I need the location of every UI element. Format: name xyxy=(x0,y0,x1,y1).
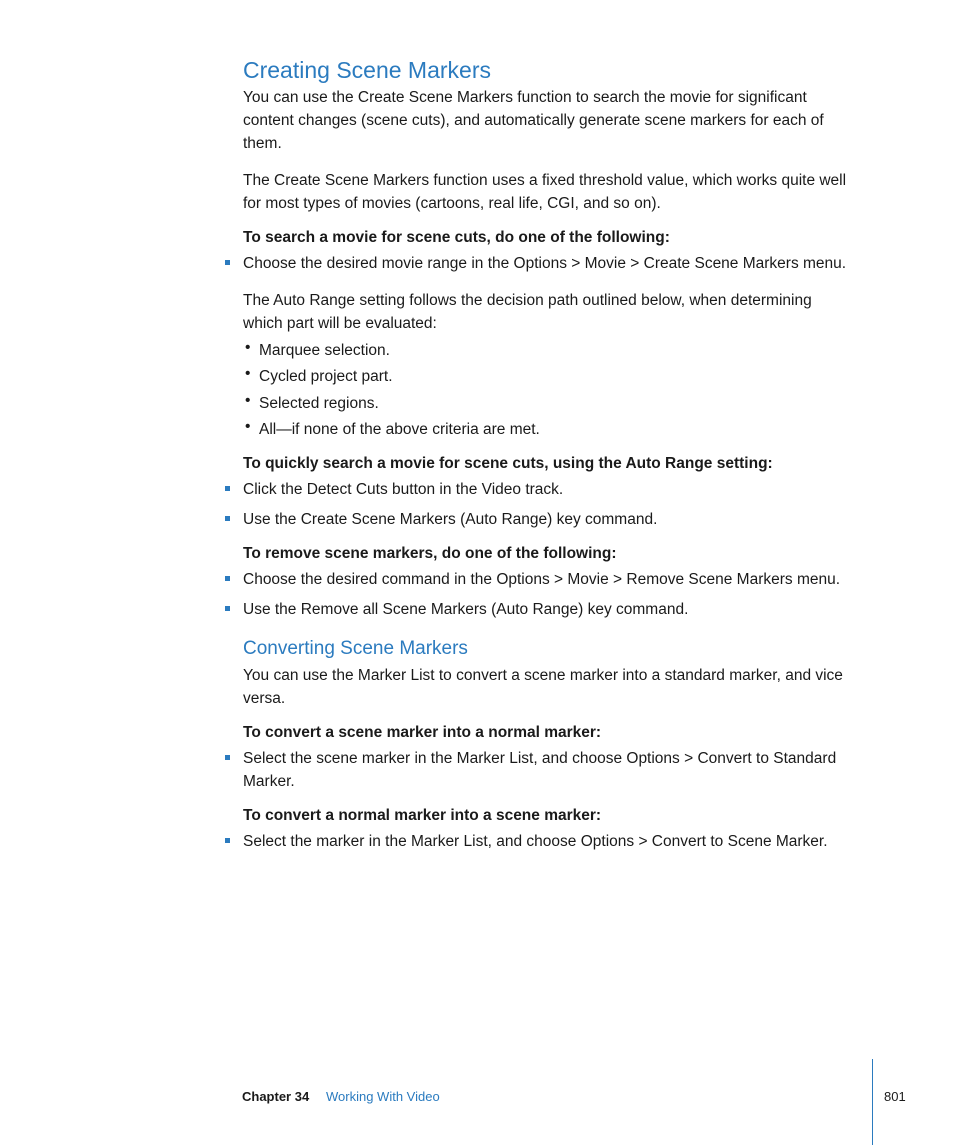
dot-bullet-icon: • xyxy=(245,392,251,409)
square-bullet-icon xyxy=(225,838,230,843)
auto-range-line-2: which part will be evaluated: xyxy=(243,315,437,332)
criteria-item: Marquee selection. xyxy=(259,342,390,359)
criteria-item: All—if none of the above criteria are met. xyxy=(259,421,540,438)
task-heading-to-normal: To convert a scene marker into a normal marker: xyxy=(243,724,602,741)
auto-range-line-1: The Auto Range setting follows the decision path outlined below, when determining xyxy=(243,292,812,309)
task-item-choose-range: Choose the desired movie range in the Options > Movie > Create Scene Markers menu. xyxy=(243,255,847,272)
square-bullet-icon xyxy=(225,606,230,611)
task-item-to-scene: Select the marker in the Marker List, and choose Options > Convert to Scene Marker. xyxy=(243,833,828,850)
square-bullet-icon xyxy=(225,486,230,491)
task-item-to-standard-line-2: Marker. xyxy=(243,773,295,790)
square-bullet-icon xyxy=(225,576,230,581)
intro-line-2: content changes (scene cuts), and automatically generate scene markers for each of xyxy=(243,112,824,129)
intro2-line-1: You can use the Marker List to convert a scene marker into a standard marker, and vice xyxy=(243,667,843,684)
intro-line-1: You can use the Create Scene Markers function to search the movie for significant xyxy=(243,89,807,106)
section-title-creating-scene-markers: Creating Scene Markers xyxy=(243,57,491,83)
threshold-line-1: The Create Scene Markers function uses a fixed threshold value, which works quite well xyxy=(243,172,847,189)
threshold-line-2: for most types of movies (cartoons, real life, CGI, and so on). xyxy=(243,195,661,212)
task-item-detect-cuts: Click the Detect Cuts button in the Video track. xyxy=(243,481,564,498)
square-bullet-icon xyxy=(225,260,230,265)
footer-chapter: Chapter 34 xyxy=(242,1089,310,1104)
criteria-item: Cycled project part. xyxy=(259,368,393,385)
task-item-to-standard-line-1: Select the scene marker in the Marker List, and choose Options > Convert to Standard xyxy=(243,750,837,767)
task-item-remove-menu: Choose the desired command in the Options > Movie > Remove Scene Markers menu. xyxy=(243,571,841,588)
intro-line-3: them. xyxy=(243,135,282,152)
task-heading-remove: To remove scene markers, do one of the following: xyxy=(243,545,617,562)
intro2-line-2: versa. xyxy=(243,690,286,707)
square-bullet-icon xyxy=(225,516,230,521)
task-heading-to-scene: To convert a normal marker into a scene marker: xyxy=(243,807,602,824)
footer-divider xyxy=(872,1059,873,1145)
footer-chapter-title: Working With Video xyxy=(326,1089,440,1104)
task-item-remove-key: Use the Remove all Scene Markers (Auto Range) key command. xyxy=(243,601,689,618)
dot-bullet-icon: • xyxy=(245,418,251,435)
dot-bullet-icon: • xyxy=(245,339,251,356)
task-item-key-command: Use the Create Scene Markers (Auto Range) key command. xyxy=(243,511,658,528)
task-heading-search: To search a movie for scene cuts, do one of the following: xyxy=(243,229,670,246)
page-number: 801 xyxy=(884,1089,906,1104)
dot-bullet-icon: • xyxy=(245,365,251,382)
task-heading-quick-search: To quickly search a movie for scene cuts, using the Auto Range setting: xyxy=(243,455,773,472)
criteria-item: Selected regions. xyxy=(259,395,379,412)
square-bullet-icon xyxy=(225,755,230,760)
section-title-converting-scene-markers: Converting Scene Markers xyxy=(243,638,468,659)
